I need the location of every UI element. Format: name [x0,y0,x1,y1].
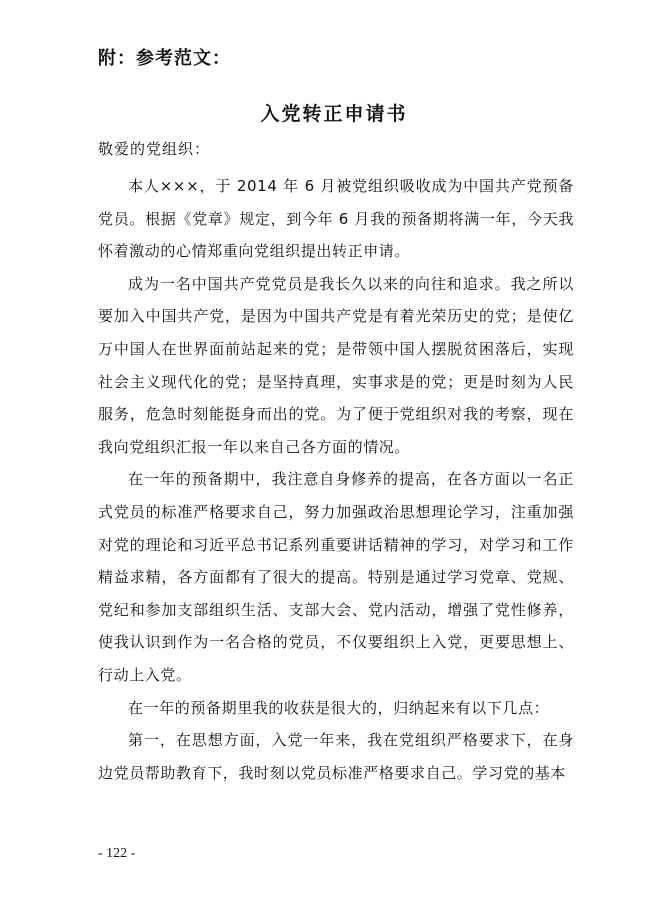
appendix-label: 附：参考范文： [98,48,231,69]
page-number: - 122 - [98,846,136,861]
greeting: 敬爱的党组织： [98,140,211,158]
document-title: 入党转正申请书 [260,103,408,125]
paragraph-4: 在一年的预备期里我的收获是很大的，归纳起来有以下几点： [128,698,550,717]
document-body [98,170,574,789]
paragraph-1: 本人×××，于 2014 年 6 月被党组织吸收成为中国共产党预备党员。根据《党章》规定，到今年 6 月我的预备期将满一年，今天我怀着激动的心情郑重向党组织提出转正申请。 [98,177,574,261]
paragraph-2: 成为一名中国共产党党员是我长久以来的向往和追求。我之所以要加入中国共产党，是因为中国共产党是有着光荣历史的党；是使亿万中国人在世界面前站起来的党；是带领中国人摆脱贫困落后，实现社会主义现代化的党；是坚持真理，实事求是的党；更是时刻为人民服务，危急时刻能挺身而出的党。为了便于党组织对我的考察，现在我向党组织汇报一年以来自己各方面的情况。 [98,274,574,456]
paragraph-3: 在一年的预备期中，我注意自身修养的提高，在各方面以一名正式党员的标准严格要求自己，努力加强政治思想理论学习，注重加强对党的理论和习近平总书记系列重要讲话精神的学习，对学习和工作精益求精，各方面都有了很大的提高。特别是通过学习党章、党规、党纪和参加支部组织生活、支部大会、党内活动，增强了党性修养，使我认识到作为一名合格的党员，不仅要组织上入党，更要思想上、行动上入党。 [98,470,574,684]
paragraph-5: 第一，在思想方面，入党一年来，我在党组织严格要求下，在身边党员帮助教育下，我时刻以党员标准严格要求自己。学习党的基本 [98,731,574,782]
